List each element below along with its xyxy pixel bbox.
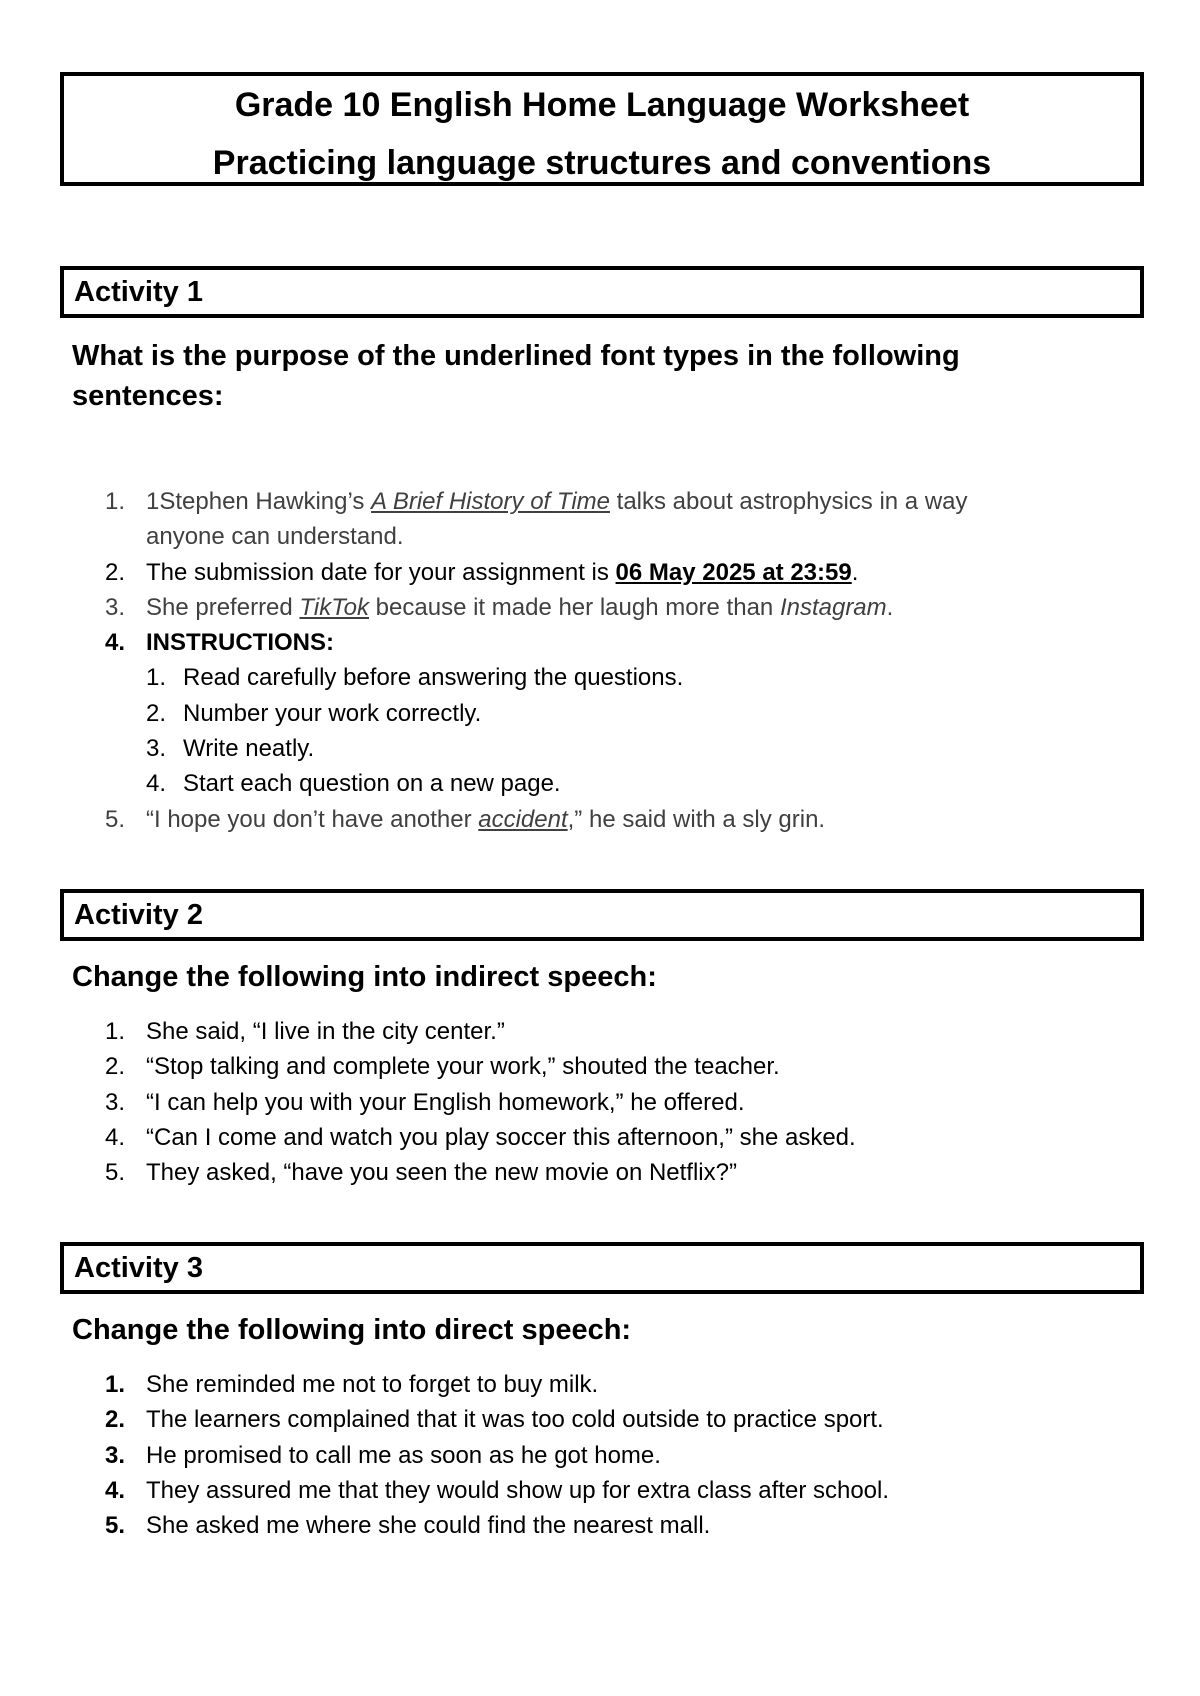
item-text: She reminded me not to forget to buy milk. — [146, 1371, 599, 1398]
list-item — [0, 555, 1200, 590]
list-item — [0, 590, 1200, 625]
item-text: “Stop talking and complete your work,” shouted the teacher. — [146, 1053, 780, 1081]
list-item — [0, 1438, 1200, 1473]
item-text: She asked me where she could find the nearest mall. — [146, 1512, 711, 1540]
activity-1-question-line2: sentences: — [72, 380, 224, 412]
activity-1-question — [72, 336, 1132, 416]
list-item — [0, 1085, 1200, 1120]
worksheet-title-box — [60, 72, 1144, 186]
item-text-post: ,” he said with a sly grin. — [567, 805, 826, 833]
sub-item-number: 4. — [146, 770, 167, 798]
item-text-pre: The submission date for your assignment is — [146, 558, 616, 586]
sub-item-text: Number your work correctly. — [183, 699, 482, 727]
item-text-mid: because it made her laugh more than — [369, 593, 780, 621]
item-number: 5. — [105, 1512, 126, 1540]
item-number: 4. — [105, 1476, 126, 1504]
item-number: 5. — [105, 1159, 126, 1187]
list-item — [0, 484, 1200, 519]
item-text — [146, 590, 893, 625]
date-emphasis: 06 May 2025 at 23:59 — [615, 558, 852, 586]
list-item — [0, 1508, 1200, 1543]
item-number: 5. — [105, 805, 126, 833]
list-item — [0, 1014, 1200, 1049]
list-item — [0, 1473, 1200, 1508]
item-text: She said, “I live in the city center.” — [146, 1018, 505, 1045]
sub-item-number: 1. — [146, 664, 167, 692]
item-number: 2. — [105, 1053, 126, 1081]
item-text-post: . — [851, 558, 859, 586]
activity-2-header: Activity 2 — [60, 889, 1144, 941]
activity-3-header: Activity 3 — [60, 1242, 1144, 1294]
sub-item-text: Start each question on a new page. — [183, 770, 561, 798]
item-text-post: talks about astrophysics in a way — [610, 488, 968, 515]
item-number: 3. — [105, 1088, 126, 1116]
activity-3-question: Change the following into direct speech: — [72, 1314, 632, 1346]
brand-emphasis: TikTok — [299, 593, 370, 621]
list-item — [0, 625, 1200, 660]
item-text-pre: “I hope you don’t have another — [146, 805, 479, 833]
activity-2-question: Change the following into indirect speech: — [72, 961, 657, 993]
item-text: They assured me that they would show up for extra class after school. — [146, 1476, 890, 1504]
item-number: 1. — [105, 1371, 126, 1398]
item-number: 4. — [105, 1123, 126, 1151]
item-number: 1. — [105, 488, 126, 515]
list-item — [0, 802, 1200, 837]
worksheet-title: Grade 10 English Home Language Worksheet — [234, 86, 970, 124]
book-title-emphasis: A Brief History of Time — [371, 488, 610, 515]
item-number: 1. — [105, 1018, 126, 1045]
sub-list-item — [0, 731, 1200, 766]
item-number: 3. — [105, 1441, 126, 1469]
item-text: “I can help you with your English homework,” he offered. — [146, 1088, 745, 1116]
sub-item-number: 2. — [146, 699, 167, 727]
worksheet-subtitle: Practicing language structures and conventions — [212, 144, 992, 182]
activity-1-header: Activity 1 — [60, 266, 1144, 318]
item-text-pre: 1Stephen Hawking’s — [146, 488, 372, 515]
item-text: He promised to call me as soon as he got home. — [146, 1441, 661, 1469]
item-text-post: . — [886, 593, 894, 621]
item-text — [146, 484, 968, 519]
activity-1-question-line1: What is the purpose of the underlined font types in the following — [72, 340, 960, 372]
sub-item-text: Read carefully before answering the questions. — [183, 664, 684, 692]
item-text: The learners complained that it was too cold outside to practice sport. — [146, 1406, 884, 1434]
list-item-continuation — [0, 519, 1200, 554]
sub-item-number: 3. — [146, 735, 167, 763]
activity-2-list — [0, 1014, 1200, 1190]
item-number: 4. — [105, 629, 126, 657]
list-item — [0, 1155, 1200, 1190]
list-item — [0, 1367, 1200, 1402]
word-emphasis: accident — [478, 805, 568, 833]
brand-italic: Instagram — [779, 593, 887, 621]
sub-list-item — [0, 766, 1200, 801]
item-number: 3. — [105, 593, 126, 621]
instructions-heading: INSTRUCTIONS: — [146, 629, 334, 657]
item-number: 2. — [105, 1406, 126, 1434]
list-item — [0, 1120, 1200, 1155]
item-text: They asked, “have you seen the new movie on Netflix?” — [146, 1159, 737, 1187]
item-text-continued: anyone can understand. — [146, 523, 404, 551]
activity-1-list — [0, 484, 1200, 837]
item-text — [146, 555, 858, 590]
activity-3-list — [0, 1367, 1200, 1543]
sub-item-text: Write neatly. — [183, 735, 315, 763]
item-text — [146, 802, 825, 837]
item-number: 2. — [105, 558, 126, 586]
item-text: “Can I come and watch you play soccer this afternoon,” she asked. — [146, 1123, 856, 1151]
list-item — [0, 1402, 1200, 1437]
item-text-pre: She preferred — [146, 593, 300, 621]
sub-list-item — [0, 660, 1200, 695]
sub-list-item — [0, 696, 1200, 731]
list-item — [0, 1049, 1200, 1084]
